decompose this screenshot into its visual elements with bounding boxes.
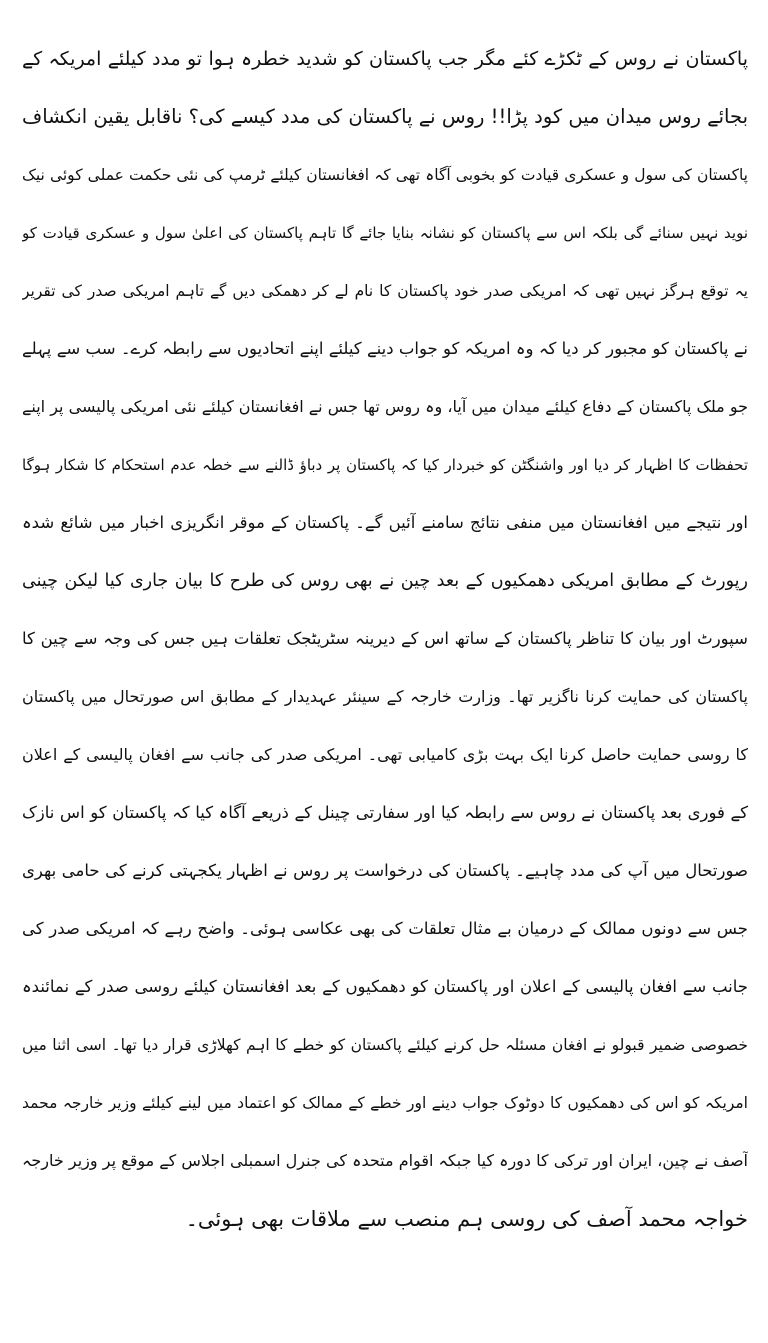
article-text-line: کا روسی حمایت حاصل کرنا ایک بہت بڑی کامیابی تھی۔ امریکی صدر کی جانب سے افغان پالیسی کے اعلان [22,745,748,764]
article-text-line-last: خواجہ محمد آصف کی روسی ہم منصب سے ملاقات بھی ہوئی۔ [185,1207,748,1231]
article-headline-line-1: پاکستان نے روس کے ٹکڑے کئے مگر جب پاکستان کو شدید خطرہ ہوا تو مدد کیلئے امریکہ کے [22,48,748,70]
article-text-line: آصف نے چین، ایران اور ترکی کا دورہ کیا جبکہ اقوام متحدہ کی جنرل اسمبلی اجلاس کے موقع پر وزیر خارجہ [22,1151,748,1170]
article-text-line: یہ توقع ہرگز نہیں تھی کہ امریکی صدر خود پاکستان کا نام لے کر دھمکی دیں گے تاہم امریکی صدر کی تقریر [22,282,748,300]
article-text-line: امریکہ کو اس کی دھمکیوں کا دوٹوک جواب دینے اور خطے کے ممالک کو اعتماد میں لینے کیلئے وزیر خارجہ محمد [22,1094,748,1112]
article-text-line: جانب سے افغان پالیسی کے اعلان اور پاکستان کو دھمکیوں کے بعد افغانستان کیلئے روسی صدر کے نمائندہ [22,977,748,996]
article-text-line: رپورٹ کے مطابق امریکی دھمکیوں کے بعد چین نے بھی روس کی طرح کا بیان جاری کیا لیکن چینی [22,571,748,591]
article-text-line: خصوصی ضمیر قبولو نے افغان مسئلہ حل کرنے کیلئے پاکستان کو خطے کا اہم کھلاڑی قرار دیا تھا۔ اسی اثنا میں [22,1036,748,1054]
article-text-line: پاکستان کی حمایت کرنا ناگزیر تھا۔ وزارت خارجہ کے سینئر عہدیدار کے مطابق اس صورتحال میں پاکستان [22,687,748,706]
article-headline-line-2: بجائے روس میدان میں کود پڑا!! روس نے پاکستان کی مدد کیسے کی؟ ناقابل یقین انکشاف [22,105,748,128]
article-text-line: نوید نہیں سنائے گی بلکہ اس سے پاکستان کو نشانہ بنایا جائے گا تاہم پاکستان کی اعلیٰ سول و عسکری قیادت کو [22,224,748,242]
article-text-line: صورتحال میں آپ کی مدد چاہیے۔ پاکستان کی درخواست پر روس نے اظہار یکجہتی کرنے کی حامی بھری [22,861,748,880]
article-text-line: پاکستان کی سول و عسکری قیادت کو بخوبی آگاہ تھی کہ افغانستان کیلئے ٹرمپ کی نئی حکمت عملی کوئی نیک [22,166,748,184]
article-text-line: نے پاکستان کو مجبور کر دیا کہ وہ امریکہ کو جواب دینے کیلئے اپنے اتحادیوں سے رابطہ کرے۔ سب سے پہلے [22,339,748,358]
article-body [22,30,748,1248]
article-text-line: جو ملک پاکستان کے دفاع کیلئے میدان میں آیا، وہ روس تھا جس نے افغانستان کیلئے نئی امریکی پالیسی پر اپنے [22,397,748,416]
article-text-line: تحفظات کا اظہار کر دیا اور واشنگٹن کو خبردار کیا کہ پاکستان پر دباؤ ڈالنے سے خطہ عدم استحکام کا شکار ہوگا [22,456,748,474]
article-text-line: سپورٹ اور بیان کا تناظر پاکستان کے ساتھ اس کے دیرینہ سٹریٹجک تعلقات ہیں جس کی وجہ سے چین کا [22,629,748,648]
article-text-line: کے فوری بعد پاکستان نے روس سے رابطہ کیا اور سفارتی چینل کے ذریعے آگاہ کیا کہ پاکستان کو اس نازک [22,803,748,822]
article-text-line: اور نتیجے میں افغانستان میں منفی نتائج سامنے آئیں گے۔ پاکستان کے موقر انگریزی اخبار میں شائع شدہ [22,513,748,532]
article-text-line: جس سے دونوں ممالک کے درمیان بے مثال تعلقات کی بھی عکاسی ہوئی۔ واضح رہے کہ امریکی صدر کی [22,919,748,938]
